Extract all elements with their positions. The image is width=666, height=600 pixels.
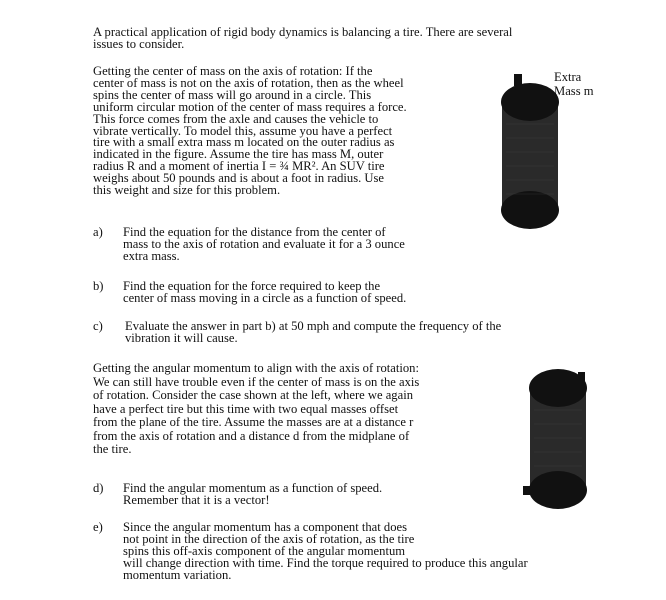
tire-top-rim xyxy=(529,369,587,407)
section1-line: tire with a small extra mass m located on the outer radius as xyxy=(93,135,395,150)
item-b-text xyxy=(123,280,406,304)
item-line: Find the equation for the distance from the center of xyxy=(123,225,386,239)
item-label: d) xyxy=(93,481,104,495)
offset-mass-bottom xyxy=(523,486,530,495)
tire-top-rim xyxy=(501,83,559,121)
section1-line: radius R and a moment of inertia I = ¾ MR². An SUV tire xyxy=(93,159,385,174)
item-line: Find the equation for the force required to keep the xyxy=(123,279,381,293)
section2-line: of rotation. Consider the case shown at the left, where we again xyxy=(93,388,413,402)
tire-figure-1 xyxy=(490,72,570,242)
item-label: e) xyxy=(93,520,103,534)
item-line: Evaluate the answer in part b) at 50 mph and compute the frequency of the xyxy=(125,319,502,333)
caption-line: Mass m xyxy=(554,84,594,98)
item-c-text xyxy=(125,320,501,344)
item-line: momentum variation. xyxy=(123,568,232,582)
section1-line: vibrate vertically. To model this, assume you have a perfect xyxy=(93,123,393,138)
tire-bottom-rim xyxy=(501,191,559,229)
section1-line: Getting the center of mass on the axis of rotation: If the xyxy=(93,64,373,78)
item-line: Remember that it is a vector! xyxy=(123,493,270,507)
item-line: extra mass. xyxy=(123,249,180,263)
section1-line: center of mass is not on the axis of rotation, then as the wheel xyxy=(93,75,404,90)
section1-line: This force comes from the axle and causes the vehicle to xyxy=(93,111,379,126)
tire-bottom-rim xyxy=(529,471,587,509)
section2-line: the tire. xyxy=(93,442,132,456)
section1-line: weighs about 50 pounds and is about a foot in radius. Use xyxy=(93,171,385,186)
item-line: mass to the axis of rotation and evaluate it for a 3 ounce xyxy=(123,237,405,251)
tire-figure-2 xyxy=(520,362,600,522)
section2-line: Getting the angular momentum to align with the axis of rotation: xyxy=(93,361,419,375)
item-line: Since the angular momentum has a component that does xyxy=(123,520,407,534)
section2-line: We can still have trouble even if the center of mass is on the axis xyxy=(93,374,420,389)
caption-line: Extra xyxy=(554,70,582,84)
item-line: vibration it will cause. xyxy=(125,331,238,345)
item-line: spins this off-axis component of the angular momentum xyxy=(123,544,406,558)
item-line: will change direction with time. Find the torque required to produce this angular xyxy=(123,556,528,570)
section1-paragraph xyxy=(93,66,407,197)
intro-line: issues to consider. xyxy=(93,37,185,51)
item-d-text xyxy=(123,482,382,506)
item-line: Find the angular momentum as a function of speed. xyxy=(123,481,383,495)
item-label: a) xyxy=(93,225,103,239)
item-label: b) xyxy=(93,279,104,293)
section2-line: from the plane of the tire. Assume the masses are at a distance r xyxy=(93,415,414,429)
section1-line: this weight and size for this problem. xyxy=(93,183,281,198)
section1-line: indicated in the figure. Assume the tire has mass M, outer xyxy=(93,147,384,162)
intro-paragraph xyxy=(93,26,512,50)
section2-line: have a perfect tire but this time with two equal masses offset xyxy=(93,401,399,416)
section2-paragraph xyxy=(93,362,419,457)
intro-line: A practical application of rigid body dynamics is balancing a tire. There are several xyxy=(93,25,513,39)
item-line: not point in the direction of the axis of rotation, as the tire xyxy=(123,532,415,546)
section1-line: uniform circular motion of the center of mass requires a force. xyxy=(93,99,407,114)
item-label: c) xyxy=(93,319,103,333)
section2-line: from the axis of rotation and a distance d from the midplane of xyxy=(93,428,410,443)
item-e-text xyxy=(123,521,528,581)
item-line: center of mass moving in a circle as a function of speed. xyxy=(123,291,407,305)
item-a-text xyxy=(123,226,405,262)
section1-line: spins the center of mass will go around in a circle. This xyxy=(93,87,372,102)
